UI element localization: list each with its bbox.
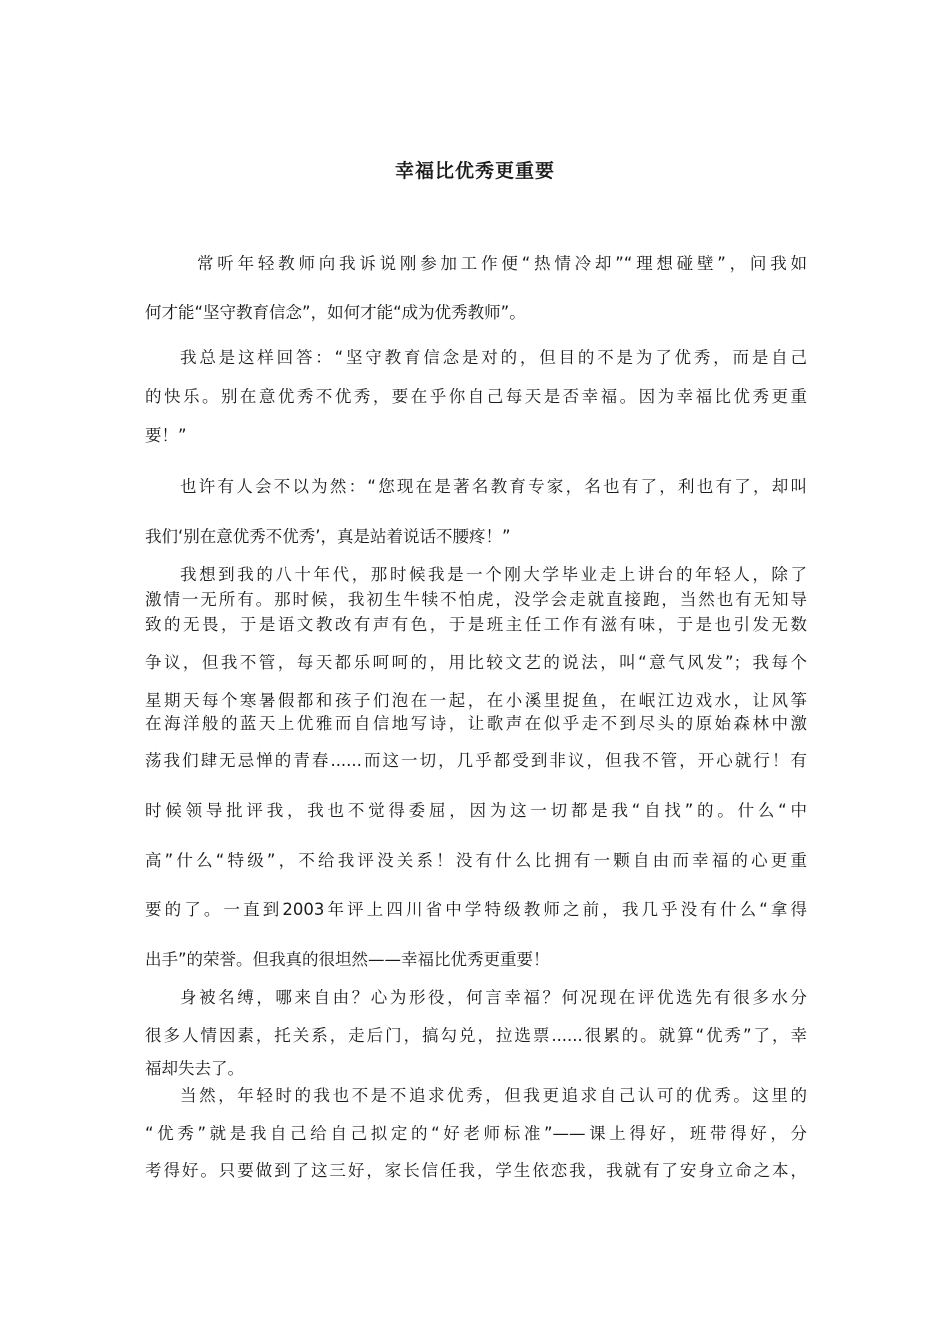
paragraph-line: 我总是这样回答：“坚守教育信念是对的，但目的不是为了优秀，而是自己: [180, 348, 807, 367]
paragraph-line: 荡我们肆无忌惮的青春......而这一切，几乎都受到非议，但我不管，开心就行！有: [145, 751, 807, 770]
paragraph-line: 高”什么“特级”，不给我评没关系！没有什么比拥有一颗自由而幸福的心更重: [145, 851, 807, 870]
paragraph-line: “优秀”就是我自己给自己拟定的“好老师标准”——课上得好，班带得好，分: [145, 1124, 807, 1143]
paragraph-line: 激情一无所有。那时候，我初生牛犊不怕虎，没学会走就直接跑，当然也有无知导: [145, 590, 807, 609]
document-title: 幸福比优秀更重要: [394, 160, 555, 182]
paragraph-line: 身被名缚，哪来自由？心为形役，何言幸福？何况现在评优选先有很多水分: [180, 988, 807, 1007]
paragraph-line: 考得好。只要做到了这三好，家长信任我，学生依恋我，我就有了安身立命之本，: [145, 1161, 807, 1180]
paragraph-line: 我想到我的八十年代，那时候我是一个刚大学毕业走上讲台的年轻人，除了: [180, 565, 807, 584]
paragraph-line: 的快乐。别在意优秀不优秀，要在乎你自己每天是否幸福。因为幸福比优秀更重: [145, 387, 807, 406]
paragraph-line: 何才能“坚守教育信念”，如何才能“成为优秀教师”。: [145, 303, 526, 322]
paragraph-line: 出手”的荣誉。但我真的很坦然——幸福比优秀更重要！: [145, 950, 550, 969]
paragraph-line: 致的无畏，于是语文教改有声有色，于是班主任工作有滋有味，于是也引发无数: [145, 615, 807, 634]
paragraph-line: 在海洋般的蓝天上优雅而自信地写诗，让歌声在似乎走不到尽头的原始森林中激: [145, 714, 807, 733]
paragraph-line: 福却失去了。: [145, 1059, 244, 1078]
paragraph-line: 时候领导批评我，我也不觉得委屈，因为这一切都是我“自找”的。什么“中: [145, 801, 807, 820]
paragraph-line: 要！”: [145, 426, 187, 445]
paragraph-line: 也许有人会不以为然：“您现在是著名教育专家，名也有了，利也有了，却叫: [180, 477, 807, 496]
paragraph-line: 很多人情因素，托关系，走后门，搞勾兑，拉选票......很累的。就算“优秀”了，幸: [145, 1026, 807, 1045]
paragraph-line: 星期天每个寒暑假都和孩子们泡在一起，在小溪里捉鱼，在岷江边戏水，让风筝: [145, 691, 807, 710]
paragraph-line: 我们‘别在意优秀不优秀’，真是站着说话不腰疼！”: [145, 527, 511, 546]
paragraph-line: 争议，但我不管，每天都乐呵呵的，用比较文艺的说法，叫“意气风发”；我每个: [145, 653, 807, 672]
paragraph-line: 常听年轻教师向我诉说刚参加工作便“热情冷却”“理想碰壁”，问我如: [197, 254, 807, 273]
paragraph-line: 要的了。一直到2003年评上四川省中学特级教师之前，我几乎没有什么“拿得: [145, 900, 807, 919]
paragraph-line: 当然，年轻时的我也不是不追求优秀，但我更追求自己认可的优秀。这里的: [180, 1086, 807, 1105]
